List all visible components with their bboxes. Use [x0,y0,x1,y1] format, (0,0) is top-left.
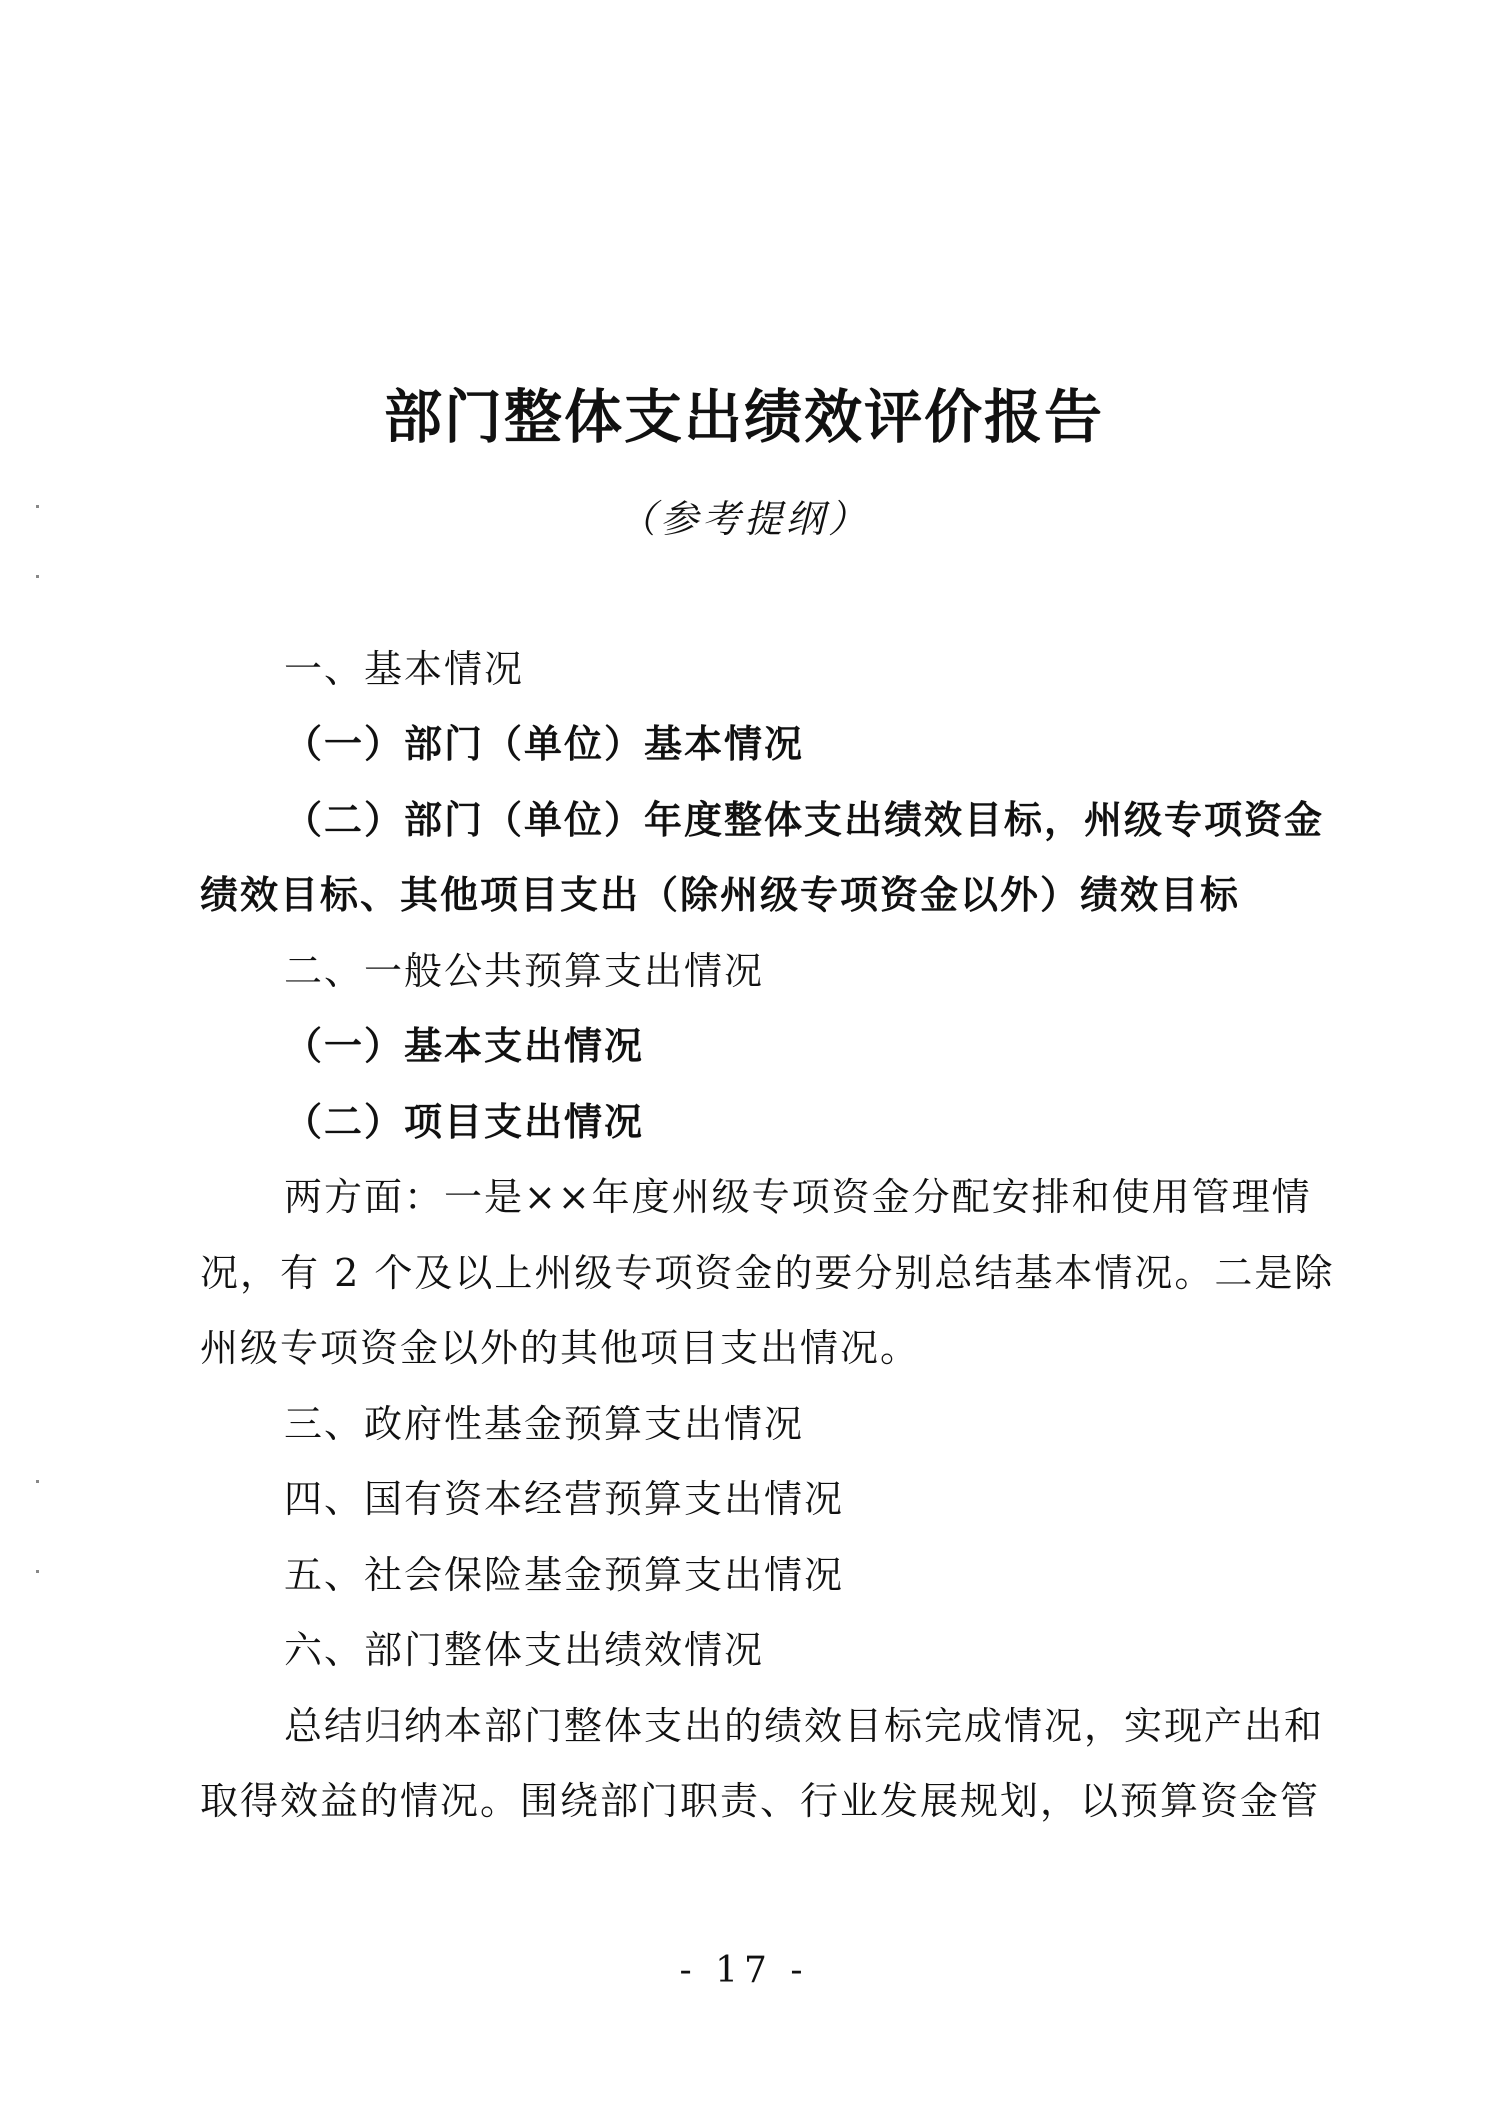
margin-mark [36,1480,39,1483]
document-subtitle: （参考提纲） [617,497,870,541]
margin-mark [36,1570,39,1573]
page-number: - 17 - [679,1950,809,1991]
subsection-heading-1-1: （一）部门（单位）基本情况 [284,721,805,766]
margin-mark [36,575,39,578]
section-heading-3: 三、政府性基金预算支出情况 [284,1402,805,1446]
paragraph-line: 两方面：一是××年度州级专项资金分配安排和使用管理情 [284,1175,1312,1219]
section-heading-1: 一、基本情况 [284,647,525,691]
subsection-heading-2-1: （一）基本支出情况 [284,1023,645,1068]
section-heading-5: 五、社会保险基金预算支出情况 [284,1553,845,1597]
document-title: 部门整体支出绩效评价报告 [383,383,1104,451]
paragraph-line: 州级专项资金以外的其他项目支出情况。 [200,1326,921,1370]
section-heading-6: 六、部门整体支出绩效情况 [284,1628,765,1672]
paragraph-line: 总结归纳本部门整体支出的绩效目标完成情况，实现产出和 [284,1704,1325,1748]
section-heading-2: 二、一般公共预算支出情况 [284,949,765,993]
subsection-heading-1-2-line1: （二）部门（单位）年度整体支出绩效目标，州级专项资金 [284,797,1325,842]
subsection-heading-1-2-line2: 绩效目标、其他项目支出（除州级专项资金以外）绩效目标 [200,872,1241,917]
subsection-heading-2-2: （二）项目支出情况 [284,1099,645,1144]
paragraph-line: 取得效益的情况。围绕部门职责、行业发展规划，以预算资金管 [200,1779,1321,1823]
paragraph-line: 况，有 2 个及以上州级专项资金的要分别总结基本情况。二是除 [200,1251,1335,1295]
section-heading-4: 四、国有资本经营预算支出情况 [284,1477,845,1521]
